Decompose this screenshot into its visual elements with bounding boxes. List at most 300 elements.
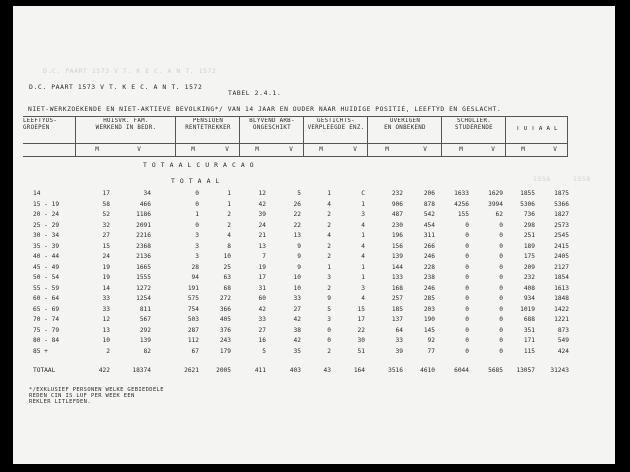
value-cell: 1 [361, 232, 365, 239]
value-cell: 145 [423, 326, 435, 334]
value-cell: 94 [191, 274, 199, 281]
value-cell: 1254 [136, 295, 151, 302]
age-group-cell: 70 - 74 [33, 316, 60, 323]
footnote-line: */EXKLUSIEF PERSONEN WELKE GEBIEDDELE [29, 387, 164, 393]
value-cell: 878 [423, 200, 435, 208]
value-cell: 2005 [216, 367, 231, 374]
value-cell: 1 [361, 263, 365, 271]
value-cell: 1854 [554, 274, 569, 281]
value-cell: 9 [297, 242, 301, 250]
value-cell: 232 [391, 190, 403, 197]
value-cell: 13 [293, 232, 301, 239]
value-cell: 2136 [136, 253, 151, 260]
value-cell: 0 [499, 316, 503, 323]
value-cell: 14 [102, 284, 110, 292]
value-cell: 115 [523, 347, 535, 355]
bleed-through-number: 1556 [533, 175, 551, 183]
footnote-line: REDEN CIN IS LUF PER WEEK EEN [29, 392, 135, 399]
value-cell: 0 [465, 316, 469, 323]
column-separator [239, 116, 240, 156]
column-separator [303, 116, 304, 156]
value-cell: 25 [223, 263, 231, 271]
value-cell: 1 [361, 200, 365, 208]
value-cell: 15 [357, 305, 365, 313]
value-cell: 62 [495, 211, 503, 218]
value-cell: 1019 [520, 305, 535, 313]
value-cell: 4 [327, 232, 331, 239]
value-cell: 243 [219, 337, 231, 344]
table-row [13, 201, 615, 210]
table-row [13, 222, 615, 231]
age-group-cell: 45 - 49 [33, 263, 60, 271]
column-separator [567, 116, 568, 156]
value-cell: 26 [293, 200, 301, 208]
value-cell: 112 [187, 337, 199, 344]
value-cell: 2 [327, 253, 331, 260]
value-cell: 189 [523, 242, 535, 250]
value-cell: 9 [297, 263, 301, 271]
value-cell: 24 [258, 221, 266, 229]
value-cell: 17 [102, 190, 110, 197]
table-row [13, 306, 615, 315]
value-cell: 168 [391, 284, 403, 292]
value-cell: 42 [258, 305, 266, 313]
value-cell: 0 [465, 295, 469, 302]
value-cell: 31243 [550, 367, 569, 374]
value-cell: 19 [258, 263, 266, 271]
age-group-cell: 35 - 39 [33, 242, 60, 250]
value-cell: 3 [195, 253, 199, 260]
table-row [13, 337, 615, 346]
value-cell: 0 [499, 295, 503, 302]
value-cell: 2 [327, 242, 331, 250]
value-cell: 43 [323, 367, 331, 374]
value-cell: 1848 [554, 295, 569, 302]
value-cell: 15 [102, 242, 110, 250]
value-cell: 1 [361, 274, 365, 281]
value-cell: 22 [293, 211, 301, 218]
header-total: T O T A A L [516, 126, 558, 132]
value-cell: 2573 [554, 221, 569, 229]
value-cell: 2 [327, 347, 331, 355]
value-cell: 191 [187, 284, 199, 292]
value-cell: 503 [187, 316, 199, 323]
value-cell: 209 [523, 263, 535, 271]
sex-label-female: V [137, 146, 141, 153]
value-cell: 3516 [388, 367, 403, 374]
value-cell: 0 [195, 200, 199, 208]
value-cell: 33 [102, 295, 110, 302]
value-cell: 0 [327, 337, 331, 344]
value-cell: 34 [143, 190, 151, 197]
value-cell: 67 [191, 347, 199, 355]
age-group-cell: 75 - 79 [33, 326, 60, 334]
table-reference: TABEL 2.4.1. [228, 89, 282, 97]
value-cell: 137 [391, 316, 403, 323]
value-cell: 4 [361, 253, 365, 260]
value-cell: 16 [258, 337, 266, 344]
value-cell: 542 [423, 211, 435, 218]
value-cell: 58 [102, 200, 110, 208]
table-row [13, 285, 615, 294]
value-cell: 185 [391, 305, 403, 313]
value-cell: 4 [361, 242, 365, 250]
value-cell: 0 [327, 326, 331, 334]
value-cell: 2 [106, 347, 110, 355]
header-disabled: BLYVEND ARB- ONGESCHIKT [249, 118, 295, 131]
column-separator [367, 116, 368, 156]
value-cell: 5 [327, 305, 331, 313]
table-row [13, 295, 615, 304]
value-cell: 2091 [136, 221, 151, 229]
value-cell: 7 [262, 253, 266, 260]
value-cell: 0 [499, 326, 503, 334]
table-row [13, 243, 615, 252]
age-group-cell: 30 - 34 [33, 232, 60, 239]
value-cell: 3 [195, 242, 199, 250]
value-cell: 35 [293, 347, 301, 355]
value-cell: 10 [293, 274, 301, 281]
value-cell: 292 [139, 326, 151, 334]
value-cell: 33 [102, 305, 110, 313]
age-group-cell: 20 - 24 [33, 211, 60, 218]
value-cell: 92 [427, 337, 435, 344]
value-cell: 0 [465, 232, 469, 239]
value-cell: 5366 [554, 200, 569, 208]
value-cell: 1875 [554, 190, 569, 197]
value-cell: 2216 [136, 232, 151, 239]
value-cell: 10 [293, 284, 301, 292]
table-row [13, 232, 615, 241]
value-cell: 33 [258, 316, 266, 323]
value-cell: 0 [499, 337, 503, 344]
value-cell: 454 [423, 221, 435, 229]
value-cell: 287 [187, 326, 199, 334]
value-cell: 351 [523, 326, 535, 334]
value-cell: 2405 [554, 253, 569, 260]
value-cell: 2368 [136, 242, 151, 250]
value-cell: 42 [293, 316, 301, 323]
bleed-through-line: D.C. PAART 1573 V T. K E C. A N T. 1572 [43, 67, 217, 75]
value-cell: 1665 [136, 263, 151, 271]
value-cell: 156 [391, 242, 403, 250]
sex-label-male: M [459, 146, 463, 153]
value-cell: 311 [423, 232, 435, 239]
value-cell: 4 [361, 221, 365, 229]
value-cell: 2 [327, 221, 331, 229]
table-row [13, 316, 615, 325]
value-cell: 0 [465, 347, 469, 355]
value-cell: 5 [262, 347, 266, 355]
value-cell: 4 [361, 295, 365, 302]
age-group-cell: 55 - 59 [33, 284, 60, 292]
value-cell: 144 [391, 263, 403, 271]
value-cell: 60 [258, 295, 266, 302]
sex-label-male: M [255, 146, 259, 153]
value-cell: 8 [227, 242, 231, 250]
value-cell: 3 [361, 211, 365, 218]
value-cell: 466 [139, 200, 151, 208]
sex-label-male: M [319, 146, 323, 153]
value-cell: 0 [499, 221, 503, 229]
age-group-cell: TOTAAL [33, 367, 56, 374]
value-cell: 257 [391, 295, 403, 302]
value-cell: 487 [391, 211, 403, 218]
value-cell: 408 [523, 284, 535, 292]
value-cell: 906 [391, 200, 403, 208]
value-cell: 754 [187, 305, 199, 313]
value-cell: 424 [557, 347, 569, 355]
value-cell: 13057 [516, 367, 535, 374]
value-cell: 232 [523, 274, 535, 281]
value-cell: 0 [465, 305, 469, 313]
value-cell: 139 [391, 253, 403, 260]
value-cell: 1629 [488, 190, 503, 197]
value-cell: 230 [391, 221, 403, 229]
value-cell: 1855 [520, 190, 535, 197]
value-cell: 22 [293, 221, 301, 229]
subsection-title: T O T A A L [171, 177, 220, 185]
column-separator [175, 116, 176, 156]
age-group-cell: 65 - 69 [33, 305, 60, 313]
sex-label-female: V [289, 146, 293, 153]
bleed-through-number: 1558 [573, 175, 591, 183]
value-cell: 4 [227, 232, 231, 239]
header-housewives: HUISVR. FAM. WERKEND IN BEDR. [95, 118, 157, 131]
value-cell: 1186 [136, 211, 151, 218]
value-cell: 13 [102, 326, 110, 334]
value-cell: 33 [395, 337, 403, 344]
value-cell: 0 [499, 305, 503, 313]
value-cell: 811 [139, 305, 151, 313]
value-cell: 17 [258, 274, 266, 281]
header-others: OVERIGEN EN ONBEKEND [384, 118, 426, 131]
sex-label-male: M [521, 146, 525, 153]
age-group-cell: 15 - 19 [33, 200, 60, 208]
value-cell: 1 [195, 211, 199, 218]
value-cell: 28 [191, 263, 199, 271]
value-cell: 2 [227, 221, 231, 229]
value-cell: 403 [289, 367, 301, 374]
value-cell: 18374 [132, 367, 151, 374]
value-cell: 228 [423, 263, 435, 271]
value-cell: 10 [102, 337, 110, 344]
age-group-cell: 80 - 84 [33, 337, 60, 344]
age-group-cell: 50 - 54 [33, 274, 60, 281]
header-students: SCHOLIER. STUDERENDE [455, 118, 493, 131]
value-cell: 376 [219, 326, 231, 334]
value-cell: 52 [102, 211, 110, 218]
value-cell: 27 [102, 232, 110, 239]
value-cell: 1633 [454, 190, 469, 197]
value-cell: 63 [223, 274, 231, 281]
value-cell: 133 [391, 274, 403, 281]
footnote-line: REKLER LITLEFDEN. [29, 398, 91, 405]
value-cell: 196 [391, 232, 403, 239]
value-cell: 179 [219, 347, 231, 355]
value-cell: 17 [357, 316, 365, 323]
value-cell: 0 [465, 253, 469, 260]
value-cell: 1 [227, 200, 231, 208]
value-cell: 298 [523, 221, 535, 229]
value-cell: 68 [223, 284, 231, 292]
value-cell: 12 [102, 316, 110, 323]
value-cell: 32 [102, 221, 110, 229]
value-cell: 39 [258, 211, 266, 218]
value-cell: 21 [258, 232, 266, 239]
value-cell: 0 [499, 263, 503, 271]
value-cell: 155 [457, 211, 469, 218]
value-cell: 77 [427, 347, 435, 355]
document-meta: D.C. PAART 1573 V T. K E C. A N T. 1572 [29, 83, 203, 91]
header-pensioners: PENSIOEN RENTETREKKER [185, 118, 231, 131]
value-cell: 3 [327, 316, 331, 323]
value-cell: 0 [465, 242, 469, 250]
value-cell: 3 [361, 284, 365, 292]
age-group-cell: 85 + [33, 347, 48, 355]
value-cell: 0 [499, 253, 503, 260]
table-row [13, 348, 615, 357]
table-row [13, 327, 615, 336]
value-cell: 190 [423, 316, 435, 323]
value-cell: 285 [423, 295, 435, 302]
value-cell: 1 [327, 263, 331, 271]
value-cell: 246 [423, 284, 435, 292]
sex-label-male: M [385, 146, 389, 153]
value-cell: 206 [423, 190, 435, 197]
value-cell: 0 [499, 232, 503, 239]
header-rule-bottom [23, 156, 568, 157]
value-cell: 251 [523, 232, 535, 239]
value-cell: 2127 [554, 263, 569, 271]
value-cell: 33 [293, 295, 301, 302]
column-separator [505, 116, 506, 156]
value-cell: 1827 [554, 211, 569, 218]
value-cell: 2 [327, 211, 331, 218]
value-cell: 1272 [136, 284, 151, 292]
value-cell: 38 [293, 326, 301, 334]
value-cell: 0 [465, 337, 469, 344]
value-cell: 42 [293, 337, 301, 344]
value-cell: 1 [327, 190, 331, 197]
sex-label-female: V [423, 146, 427, 153]
table-row [13, 264, 615, 273]
value-cell: 0 [465, 263, 469, 271]
value-cell: 0 [465, 326, 469, 334]
header-institutionalized: GESTICHTS- VERPLEEGDE ENZ. [307, 118, 365, 131]
value-cell: 2415 [554, 242, 569, 250]
age-group-cell: 25 - 29 [33, 221, 60, 229]
header-rule-top [23, 116, 568, 117]
table-row [13, 190, 615, 199]
value-cell: 411 [254, 367, 266, 374]
value-cell: 549 [557, 337, 569, 344]
value-cell: 238 [423, 274, 435, 281]
value-cell: 5306 [520, 200, 535, 208]
value-cell: 405 [219, 316, 231, 323]
value-cell: 13 [258, 242, 266, 250]
value-cell: 164 [353, 367, 365, 374]
age-group-cell: 60 - 64 [33, 295, 60, 302]
column-separator [441, 116, 442, 156]
age-group-cell: 40 - 44 [33, 253, 60, 260]
table-title: NIET-WERKZOEKENDE EN NIET-AKTIEVE BEVOLKING*/ VAN 14 JAAR EN OUDER NAAR HUIDIGE POSITIE, LEEFTYD EN GESLACHT. [28, 106, 502, 113]
value-cell: 64 [395, 326, 403, 334]
table-row [13, 253, 615, 262]
section-title: T O T A A L C U R A C A O [143, 161, 255, 169]
header-rule-mid [23, 143, 568, 144]
total-row [13, 367, 615, 376]
value-cell: 51 [357, 347, 365, 355]
value-cell: 5685 [488, 367, 503, 374]
value-cell: 266 [423, 242, 435, 250]
value-cell: 0 [499, 274, 503, 281]
value-cell: 0 [195, 190, 199, 197]
value-cell: 0 [499, 284, 503, 292]
value-cell: 0 [465, 274, 469, 281]
value-cell: 24 [102, 253, 110, 260]
value-cell: 567 [139, 316, 151, 323]
value-cell: 1422 [554, 305, 569, 313]
value-cell: 0 [499, 347, 503, 355]
value-cell: 3994 [488, 200, 503, 208]
value-cell: 1221 [554, 316, 569, 323]
column-separator [75, 116, 76, 156]
value-cell: 0 [195, 221, 199, 229]
value-cell: 1555 [136, 274, 151, 281]
value-cell: 171 [523, 337, 535, 344]
scanned-page [13, 6, 615, 464]
value-cell: 422 [98, 367, 110, 374]
value-cell: 3 [327, 274, 331, 281]
value-cell: 82 [143, 347, 151, 355]
value-cell: 27 [293, 305, 301, 313]
sex-label-male: M [95, 146, 99, 153]
value-cell: 19 [102, 274, 110, 281]
value-cell: 0 [465, 284, 469, 292]
value-cell: 39 [395, 347, 403, 355]
value-cell: 873 [557, 326, 569, 334]
value-cell: 9 [327, 295, 331, 302]
value-cell: 30 [357, 337, 365, 344]
value-cell: 2 [227, 211, 231, 218]
value-cell: 4 [327, 200, 331, 208]
value-cell: 139 [139, 337, 151, 344]
value-cell: 6044 [454, 367, 469, 374]
value-cell: 0 [465, 221, 469, 229]
value-cell: 736 [523, 211, 535, 218]
value-cell: 272 [219, 295, 231, 302]
value-cell: 4256 [454, 200, 469, 208]
value-cell: 5 [297, 190, 301, 197]
value-cell: 203 [423, 305, 435, 313]
value-cell: 4610 [420, 367, 435, 374]
value-cell: 2 [327, 284, 331, 292]
value-cell: 1613 [554, 284, 569, 292]
value-cell: 246 [423, 253, 435, 260]
footnote [29, 388, 164, 405]
value-cell: 22 [357, 326, 365, 334]
value-cell: 175 [523, 253, 535, 260]
value-cell: 934 [523, 295, 535, 302]
value-cell: 12 [258, 190, 266, 197]
value-cell: 31 [258, 284, 266, 292]
sex-label-female: V [225, 146, 229, 153]
value-cell: 1 [227, 190, 231, 197]
value-cell: 575 [187, 295, 199, 302]
table-row [13, 211, 615, 220]
value-cell: 0 [499, 242, 503, 250]
